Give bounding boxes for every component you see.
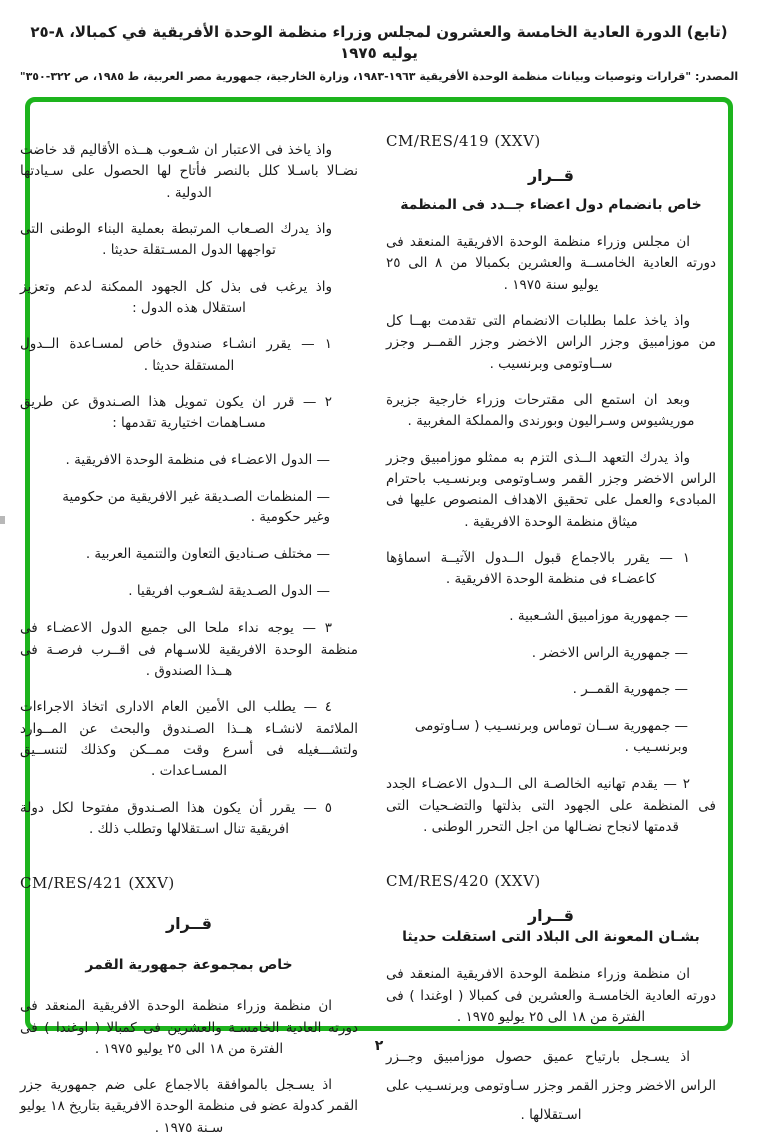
scan-artifact-mark — [0, 516, 5, 524]
paragraph: واذ ياخذ فى الاعتبار ان شـعوب هــذه الأقاليم قد خاضت نضـالا باسـلا كلل بالنصر فأتاح لها الحصول على سـيادتها الدولية . — [20, 142, 358, 201]
list-item: — جمهورية القمــر . — [572, 681, 688, 698]
list-item: — المنظمات الصـديقة غير الافريقية من حكومية وغير حكومية . — [62, 488, 330, 526]
two-column-layout — [20, 102, 728, 1136]
document-header — [0, 22, 758, 83]
operative-paragraph-5: ٥ — يقرر أن يكون هذا الصـندوق مفتوحا لكل دولة افريقية تنال اسـتقلالها وتطلب ذلك . — [20, 799, 332, 837]
session-title: (تابع) الدورة العادية الخامسة والعشرون لمجلس وزراء منظمة الوحدة الأفريقية في كمبالا، ٨-٢٥ يوليه ١٩٧٥ — [30, 23, 728, 62]
operative-paragraph-1: ١ — يقرر بالاجماع قبول الــدول الآتيــة اسماؤها كاعضـاء فى منظمة الوحدة الافريقية . — [386, 549, 690, 588]
resolution-419-subject: خاص بانضمام دول اعضاء جــدد فى المنظمة — [400, 197, 702, 213]
column-right — [386, 132, 716, 1124]
paragraph: اذ يسـجل بالموافقة بالاجماع على ضم جمهورية جزر القمر كدولة عضو فى منظمة الوحدة الافريقية بتاريخ ١٨ يوليو سـنة ١٩٧٥ . — [20, 1077, 358, 1136]
resolution-number-419: CM/RES/419 (XXV) — [386, 132, 541, 150]
paragraph: وبعد ان استمع الى مقترحات وزراء خارجية جزيرة موريشيوس وسـراليون وبورندى والمملكة المغربية . — [386, 391, 695, 430]
paragraph: واذ يرغب فى بذل كل الجهود الممكنة لدعم وتعزيز استقلال هذه الدول : — [20, 278, 332, 316]
green-border-frame — [20, 97, 733, 1136]
paragraph: واذ يدرك الصـعاب المرتبطة بعملية البناء الوطنى التى تواجهها الدول المسـتقلة حديثا . — [20, 220, 332, 259]
paragraph: واذ يدرك التعهد الــذى التزم به ممثلو موزامبيق وجزر الراس الاخضر وجزر القمر وسـاوتومى وبرنسـيب باحترام المبادىء والعمل على تحقيق الاهداف المنصوص عليها فى ميثاق منظمة الوحدة الافريقية . — [386, 449, 716, 530]
paragraph: ان منظمة وزراء منظمة الوحدة الافريقية المنعقد فى دورته العادية الخامسـة والعشرين فى كمبالا ( اوغندا ) فى الفترة من ١٨ الى ٢٥ يوليو ١٩٧٥ . — [386, 966, 716, 1025]
resolution-420-subject: بشـان المعونة الى البلاد التى استقلت حديثا — [402, 929, 700, 946]
resolution-419-title: قــرار — [527, 166, 575, 185]
operative-paragraph-1: ١ — يقرر انشـاء صندوق خاص لمسـاعدة الــدول المستقلة حديثا . — [20, 336, 332, 374]
resolution-420-title: قــرار — [527, 906, 575, 926]
list-item: — مختلف صـناديق التعاون والتنمية العربية . — [85, 546, 330, 563]
operative-paragraph-3: ٣ — يوجه نداء ملحا الى جميع الدول الاعضـاء فى منظمة الوحدة الافريقية للاسـهام فى اقــرب فرصـة فى هــذا الصندوق . — [20, 620, 358, 679]
list-item: — جمهورية الراس الاخضر . — [531, 644, 688, 661]
list-item: — الدول الصـديقة لشـعوب افريقيا . — [128, 583, 330, 600]
column-left — [20, 132, 358, 1136]
source-citation: المصدر: "قرارات وتوصيات وبيانات منظمة الوحدة الأفريقية ١٩٦٣-١٩٨٣، وزارة الخارجية، جمهورية مصر العربية، ط ١٩٨٥، ص ٣٢٢-٣٥٠" — [19, 70, 739, 83]
paragraph: ان مجلس وزراء منظمة الوحدة الافريقية المنعقد فى دورته العادية الخامســة والعشرين بكمبالا من ٨ الى ٢٥ يوليو سنة ١٩٧٥ . — [386, 234, 716, 293]
resolution-number-420: CM/RES/420 (XXV) — [386, 872, 541, 891]
paragraph: ان منظمة وزراء منظمة الوحدة الافريقية المنعقد فى دورته العادية الخامسـة والعشرين فى كمبالا ( اوغندا ) فى الفترة من ١٨ الى ٢٥ يوليو ١٩٧٥ . — [20, 998, 358, 1057]
operative-paragraph-2: ٢ — يقدم تهانيه الخالصـة الى الــدول الاعضـاء الجدد فى المنظمة على الجهود التى بذلتها والتضـحيات التى قدمتها لانجاح نضـالها من اجل التحرر الوطنى . — [386, 776, 716, 835]
list-item: — جمهورية موزامبيق الشـعبية . — [509, 607, 688, 624]
paragraph: واذ ياخذ علما بطلبات الانضمام التى تقدمت بهــا كل من موزامبيق وجزر الراس الاخضر وجزر القمــر وجزر ســاوتومى وبرنسيب . — [386, 312, 716, 372]
paragraph: اذ يسـجل بارتياح عميق حصول موزامبيق وجــزر الراس الاخضر وجزر القمر وجزر سـاوتومى وبرنسـيب على اسـتقلالها . — [386, 1049, 716, 1124]
resolution-421-subject: خاص بمجموعة جمهورية القمر — [85, 957, 293, 974]
list-item: — الدول الاعضـاء فى منظمة الوحدة الافريقية . — [65, 451, 330, 468]
page-number: ٢ — [374, 1038, 384, 1054]
resolution-number-421: CM/RES/421 (XXV) — [20, 874, 175, 893]
operative-paragraph-4: ٤ — يطلب الى الأمين العام الادارى اتخاذ الاجراءات الملائمة لانشـاء هــذا الصـندوق والبحث عن المــوارد ولتشـــغيله فى أسرع وقت ممــكن وكذلك لتنســيق المسـاعدات . — [20, 699, 358, 780]
list-item: — جمهورية ســان توماس وبرنسـيب ( سـاوتومى وبرنسـيب . — [414, 718, 688, 756]
resolution-421-title: قــرار — [165, 914, 213, 934]
operative-paragraph-2: ٢ — قرر ان يكون تمويل هذا الصـندوق عن طريق مسـاهمات اختيارية تقدمها : — [20, 393, 332, 432]
